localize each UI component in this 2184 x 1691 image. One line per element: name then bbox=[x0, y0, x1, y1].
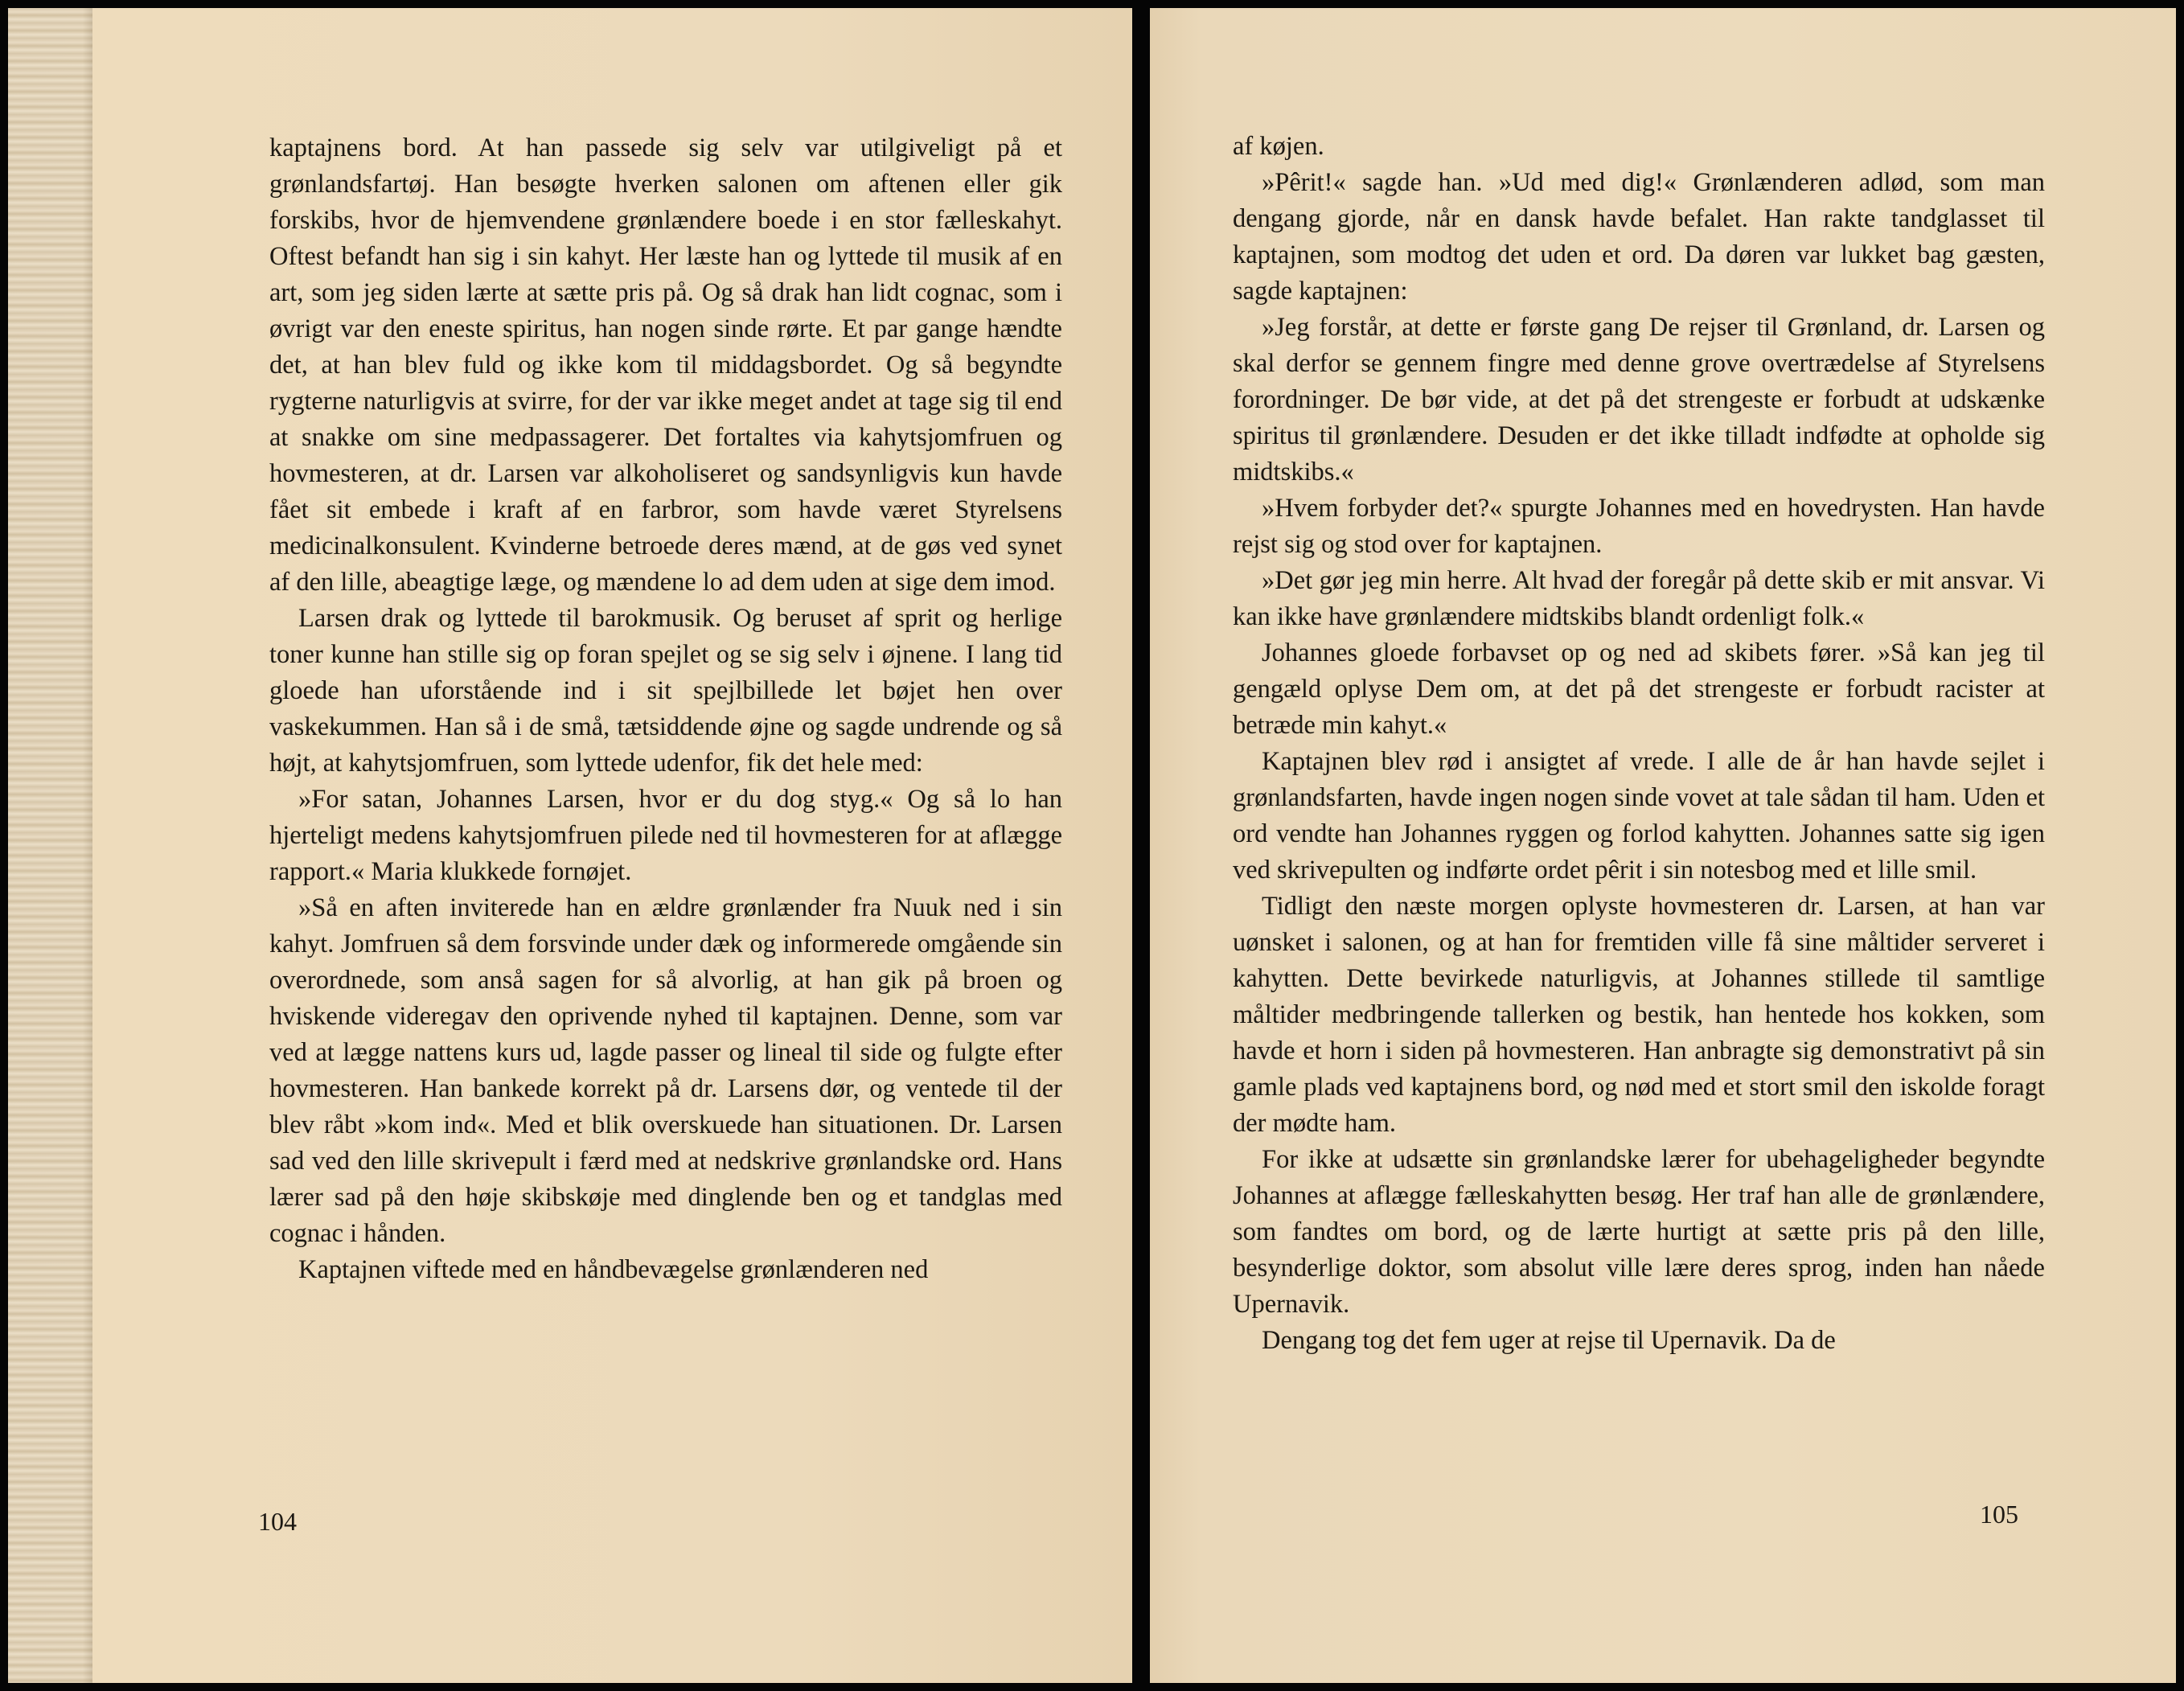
right-page bbox=[1150, 8, 2176, 1683]
paragraph: »Hvem forbyder det?« spurgte Johannes med en hovedrysten. Han havde rejst sig og stod over for kaptajnen. bbox=[1233, 494, 2045, 559]
paragraph: Larsen drak og lyttede til barokmusik. Og beruset af sprit og herlige toner kunne han stille sig op foran spejlet og se sig selv i øjnene. I lang tid gloede han uforstående ind i sit spejlbillede let bøjet hen over vaskekummen. Han så i de små, tætsiddende øjne og sagde undrende og så højt, at kahytsjomfruen, som lyttede udenfor, fik det hele med: bbox=[269, 604, 1062, 778]
right-page-text bbox=[1233, 129, 2045, 1359]
paragraph: af køjen. bbox=[1233, 132, 1324, 161]
paragraph: Johannes gloede forbavset op og ned ad skibets fører. »Så kan jeg til gengæld oplyse Dem om, at det på det strengeste er forbudt racister at betræde min kahyt.« bbox=[1233, 638, 2045, 740]
paragraph: Dengang tog det fem uger at rejse til Upernavik. Da de bbox=[1262, 1326, 1836, 1355]
page-edge-stack bbox=[8, 8, 92, 1683]
paragraph: »Pêrit!« sagde han. »Ud med dig!« Grønlænderen adlød, som man dengang gjorde, når en dansk havde befalet. Han rakte tandglasset til kaptajnen, som modtog det uden et ord. Da døren var lukket bag gæsten, sagde kaptajnen: bbox=[1233, 168, 2045, 306]
paragraph: Tidligt den næste morgen oplyste hovmesteren dr. Larsen, at han var uønsket i salonen, og at han for fremtiden ville få sine måltider serveret i kahytten. Dette bevirkede naturligvis, at Johannes stillede til samtlige måltider medbringende tallerken og bestik, han hentede hos kokken, som havde et horn i siden på hovmesteren. Han anbragte sig demonstrativt på sin gamle plads ved kaptajnens bord, og nød med et stort smil den iskolde foragt der mødte ham. bbox=[1233, 892, 2045, 1138]
paragraph: kaptajnens bord. At han passede sig selv var utilgiveligt på et grønlandsfartøj. Han besøgte hverken salonen om aftenen eller gik forskibs, hvor de hjemvendene grønlændere boede i en stor fælleskahyt. Oftest befandt han sig i sin kahyt. Her læste han og lyttede til musik af en art, som jeg siden lærte at sætte pris på. Og så drak han lidt cognac, som i øvrigt var den eneste spiritus, han nogen sinde rørte. Et par gange hændte det, at han blev fuld og ikke kom til middagsbordet. Og så begyndte rygterne naturligvis at svirre, for der var ikke meget andet at tage sig til end at snakke om sine medpassagerer. Det fortaltes via kahytsjomfruen og hovmesteren, at dr. Larsen var alkoholiseret og sandsynligvis kun havde fået sit embede i kraft af en farbror, som havde været Styrelsens medicinalkonsulent. Kvinderne betroede deres mænd, at de gøs ved synet af den lille, abeagtige læge, og mændene lo ad dem uden at sige dem imod. bbox=[269, 133, 1062, 597]
paragraph: »Jeg forstår, at dette er første gang De rejser til Grønland, dr. Larsen og skal derfor se gennem fingre med denne grove overtrædelse af Styrelsens forordninger. De bør vide, at det på det strengeste er forbudt at udskænke spiritus til grønlændere. Desuden er det ikke tilladt indfødte at opholde sig midtskibs.« bbox=[1233, 313, 2045, 486]
page-number: 105 bbox=[1980, 1500, 2018, 1529]
paragraph: »Så en aften inviterede han en ældre grønlænder fra Nuuk ned i sin kahyt. Jomfruen så dem forsvinde under dæk og informerede omgående sin overordnede, som anså sagen for så alvorlig, at han gik på broen og hviskende videregav den oprivende nyhed til kaptajnen. Denne, som var ved at lægge nattens kurs ud, lagde passer og lineal til side og fulgte efter hovmesteren. Han bankede korrekt på dr. Larsens dør, og ventede til der blev råbt »kom ind«. Med et blik overskuede han situationen. Dr. Larsen sad ved den lille skrivepult i færd med at nedskrive grønlandske ord. Hans lærer sad på den høje skibskøje med dinglende ben og et tandglas med cognac i hånden. bbox=[269, 893, 1062, 1248]
left-page bbox=[8, 8, 1132, 1683]
paragraph: »Det gør jeg min herre. Alt hvad der foregår på dette skib er mit ansvar. Vi kan ikke have grønlændere midtskibs blandt ordenligt folk.« bbox=[1233, 566, 2045, 631]
paragraph: »For satan, Johannes Larsen, hvor er du dog styg.« Og så lo han hjerteligt medens kahytsjomfruen pilede ned til hovmesteren for at aflægge rapport.« Maria klukkede fornøjet. bbox=[269, 785, 1062, 886]
page-number: 104 bbox=[258, 1507, 297, 1536]
paragraph: Kaptajnen blev rød i ansigtet af vrede. I alle de år han havde sejlet i grønlandsfarten, havde ingen nogen sinde vovet at tale sådan til ham. Uden et ord vendte han Johannes ryggen og forlod kahytten. Johannes satte sig igen ved skrivepulten og indførte ordet pêrit i sin notesbog med et lille smil. bbox=[1233, 747, 2045, 884]
paragraph: For ikke at udsætte sin grønlandske lærer for ubehageligheder begyndte Johannes at aflægge fælleskahytten besøg. Her traf han alle de grønlændere, som fandtes om bord, og de lærte hurtigt at sætte pris på den lille, besynderlige doktor, som absolut ville lære deres sprog, inden han nåede Upernavik. bbox=[1233, 1145, 2045, 1319]
paragraph: Kaptajnen viftede med en håndbevægelse grønlænderen ned bbox=[298, 1255, 929, 1284]
left-page-text bbox=[269, 130, 1062, 1288]
